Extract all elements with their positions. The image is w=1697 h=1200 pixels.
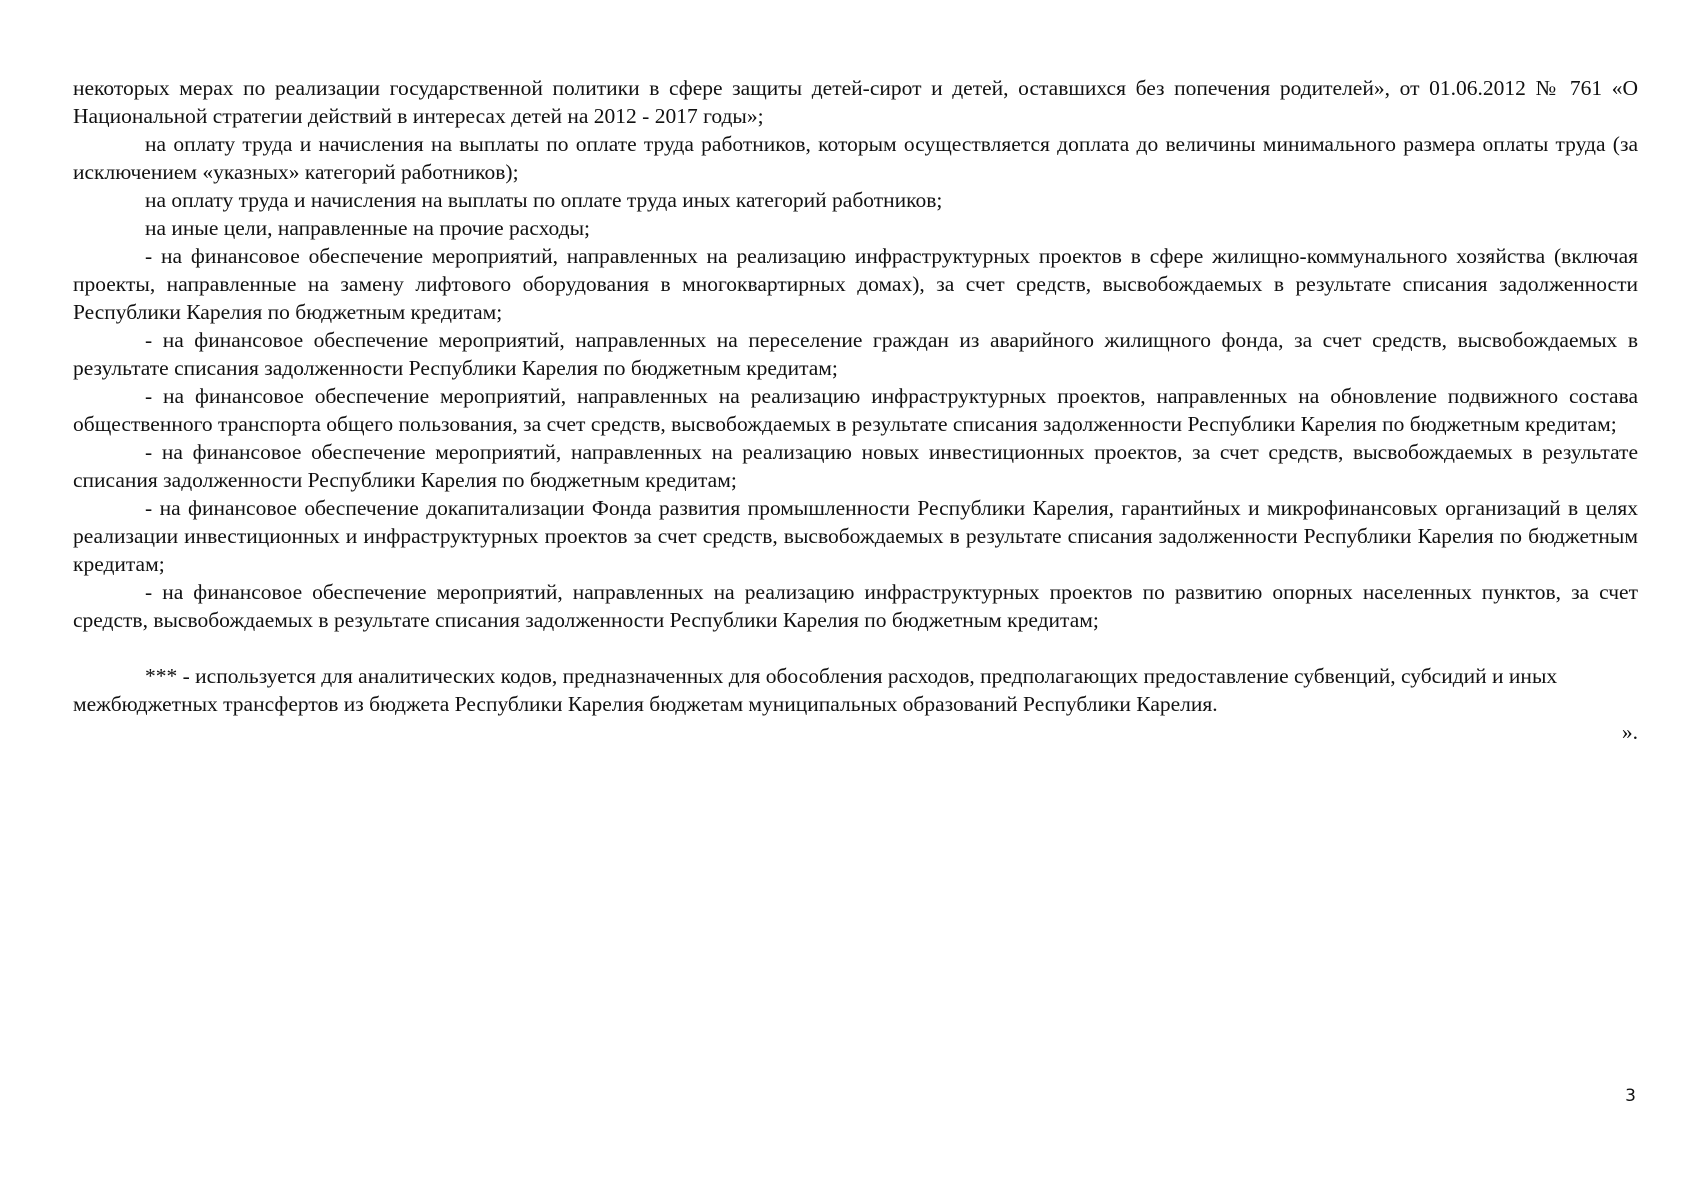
paragraph-public-transport: - на финансовое обеспечение мероприятий, направленных на реализацию инфраструктурных проектов, направленных на обновление подвижного состава общественного транспорта общего пользования, за счет средств, высвобождаемых в результате списания задолженности Республики Карелия по бюджетным кредитам; [73, 384, 1638, 436]
paragraph-spacer [73, 634, 1638, 662]
paragraph-investment-projects: - на финансовое обеспечение мероприятий, направленных на реализацию новых инвестиционных проектов, за счет средств, высвобождаемых в результате списания задолженности Республики Карелия по бюджетным кредитам; [73, 440, 1638, 492]
paragraph-continuation: некоторых мерах по реализации государственной политики в сфере защиты детей-сирот и детей, оставшихся без попечения родителей», от 01.06.2012 № 761 «О Национальной стратегии действий в интересах детей на 2012 - 2017 годы»; [73, 76, 1638, 128]
paragraph-other-purposes: на иные цели, направленные на прочие расходы; [145, 216, 590, 240]
paragraph-wage-minimum: на оплату труда и начисления на выплаты по оплате труда работников, которым осуществляется доплата до величины минимального размера оплаты труда (за исключением «указных» категорий работников); [73, 132, 1638, 184]
closing-quote: ». [1621, 720, 1638, 744]
paragraph-housing-utilities: - на финансовое обеспечение мероприятий, направленных на реализацию инфраструктурных проектов в сфере жилищно-коммунального хозяйства (включая проекты, направленные на замену лифтового оборудования в многоквартирных домах), за счет средств, высвобождаемых в результате списания задолженности Республики Карелия по бюджетным кредитам; [73, 244, 1638, 324]
paragraph-settlements: - на финансовое обеспечение мероприятий, направленных на реализацию инфраструктурных проектов по развитию опорных населенных пунктов, за счет средств, высвобождаемых в результате списания задолженности Республики Карелия по бюджетным кредитам; [73, 580, 1638, 632]
paragraph-resettlement: - на финансовое обеспечение мероприятий, направленных на переселение граждан из аварийного жилищного фонда, за счет средств, высвобождаемых в результате списания задолженности Республики Карелия по бюджетным кредитам; [73, 328, 1638, 380]
paragraph-industry-fund: - на финансовое обеспечение докапитализации Фонда развития промышленности Республики Карелия, гарантийных и микрофинансовых организаций в целях реализации инвестиционных и инфраструктурных проектов за счет средств, высвобождаемых в результате списания задолженности Республики Карелия по бюджетным кредитам; [73, 496, 1638, 576]
footnote: *** - используется для аналитических кодов, предназначенных для обособления расходов, предполагающих предоставление субвенций, субсидий и иных межбюджетных трансфертов из бюджета Республики Карелия бюджетам муниципальных образований Республики Карелия. [73, 664, 1558, 716]
page-number: 3 [1625, 1086, 1636, 1106]
document-body [73, 74, 1638, 746]
paragraph-wage-other: на оплату труда и начисления на выплаты по оплате труда иных категорий работников; [145, 188, 943, 212]
